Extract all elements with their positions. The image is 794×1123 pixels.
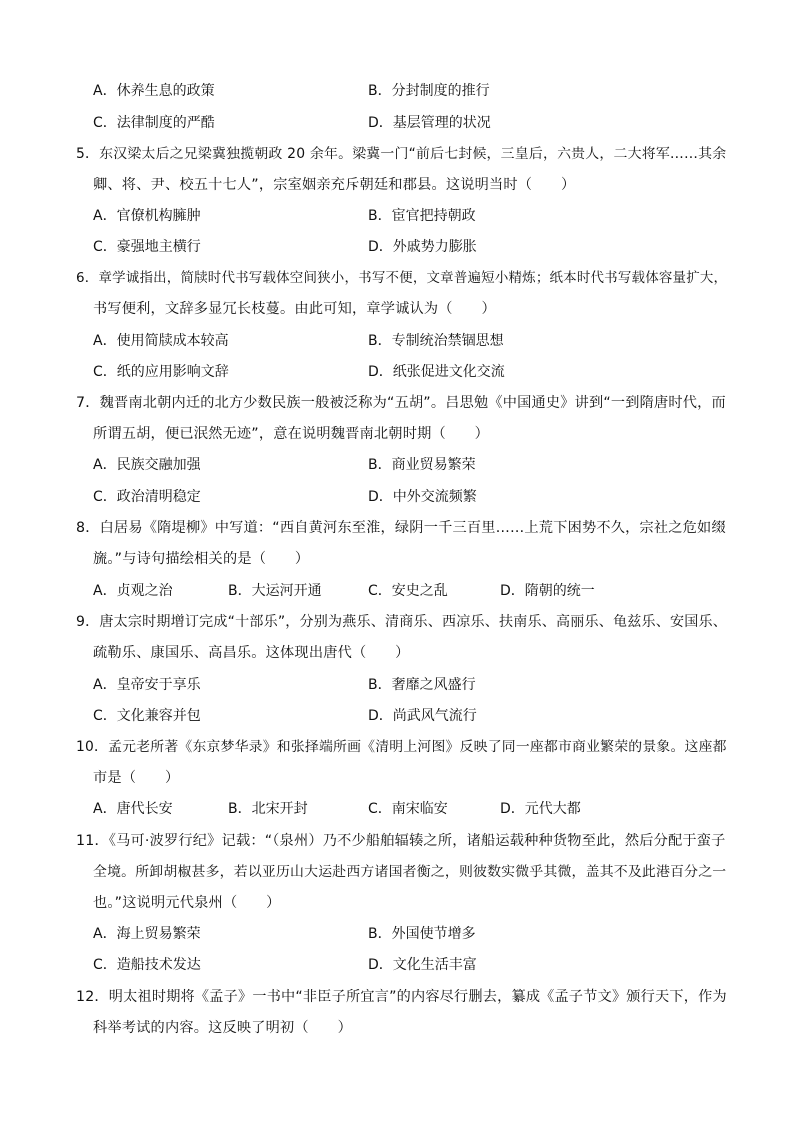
q5-option-d: D．外戚势力膨胀 — [368, 239, 477, 255]
q10-option-a: A．唐代长安 — [93, 801, 173, 817]
q6-option-d: D．纸张促进文化交流 — [368, 364, 505, 380]
q12-stem-line-2: 科举考试的内容。这反映了明初（ ） — [93, 1020, 352, 1036]
q5-option-b: B．宦官把持朝政 — [368, 208, 476, 224]
q5-stem-line-2: 卿、将、尹、校五十七人”，宗室姻亲充斥朝廷和郡县。这说明当时（ ） — [93, 177, 576, 193]
q5-stem-line-1: 5．东汉梁太后之兄梁冀独揽朝政 20 余年。梁冀一门“前后七封候，三皇后，六贵人，二大将军……其余 — [76, 146, 727, 162]
q7-stem-line-1: 7．魏晋南北朝内迁的北方少数民族一般被泛称为“五胡”。吕思勉《中国通史》讲到“一到隋唐时代，而 — [76, 395, 726, 411]
q11-option-b: B．外国使节增多 — [368, 926, 476, 942]
q9-option-a: A．皇帝安于享乐 — [93, 677, 201, 693]
q6-option-a: A．使用简牍成本较高 — [93, 333, 229, 349]
q10-option-c: C．南宋临安 — [368, 801, 448, 817]
q4-option-b: B．分封制度的推行 — [368, 83, 490, 99]
q9-option-b: B．奢靡之风盛行 — [368, 677, 476, 693]
q4-option-d: D．基层管理的状况 — [368, 115, 491, 131]
q11-option-d: D．文化生活丰富 — [368, 957, 477, 973]
q4-option-c: C．法律制度的严酷 — [93, 115, 215, 131]
q11-option-c: C．造船技术发达 — [93, 957, 201, 973]
q12-stem-line-1: 12．明太祖时期将《孟子》一书中“非臣子所宜言”的内容尽行删去，纂成《孟子节文》颁行天下，作为 — [76, 989, 727, 1005]
q8-option-d: D．隋朝的统一 — [500, 583, 595, 599]
q6-stem-line-1: 6．章学诚指出，简牍时代书写载体空间狭小，书写不便，文章普遍短小精炼；纸本时代书写载体容量扩大， — [76, 270, 728, 286]
q7-stem-line-2: 所谓五胡，便已泯然无迹”，意在说明魏晋南北朝时期（ ） — [93, 426, 490, 442]
q7-option-a: A．民族交融加强 — [93, 457, 201, 473]
q4-option-a: A．休养生息的政策 — [93, 83, 215, 99]
q10-stem-line-2: 市是（ ） — [93, 770, 180, 786]
q11-stem-line-2: 全境。所卸胡椒甚多，若以亚历山大运赴西方诸国者衡之，则彼数实微乎其微，盖其不及此港百分之一 — [93, 864, 727, 880]
q7-option-b: B．商业贸易繁荣 — [368, 457, 476, 473]
q5-option-c: C．豪强地主横行 — [93, 239, 201, 255]
q5-option-a: A．官僚机构臃肿 — [93, 208, 201, 224]
q7-option-d: D．中外交流频繁 — [368, 489, 477, 505]
q9-stem-line-2: 疏勒乐、康国乐、高昌乐。这体现出唐代（ ） — [93, 645, 410, 661]
q10-stem-line-1: 10．孟元老所著《东京梦华录》和张择端所画《清明上河图》反映了同一座都市商业繁荣的景象。这座都 — [76, 739, 727, 755]
q6-option-b: B．专制统治禁锢思想 — [368, 333, 504, 349]
q6-stem-line-2: 书写便利，文辞多显冗长枝蔓。由此可知，章学诚认为（ ） — [93, 301, 496, 317]
q8-option-a: A．贞观之治 — [93, 583, 173, 599]
q8-option-b: B．大运河开通 — [228, 583, 322, 599]
q11-stem-line-1: 11．《马可·波罗行纪》记载：“（泉州）乃不少船舶辐辏之所，诸船运载种种货物至此，然后分配于蛮子 — [76, 833, 726, 849]
q8-stem-line-1: 8．白居易《隋堤柳》中写道：“西自黄河东至淮，绿阴一千三百里……上荒下困势不久，宗社之危如缀 — [76, 520, 726, 536]
q9-option-d: D．尚武风气流行 — [368, 708, 477, 724]
q8-stem-line-2: 旒。”与诗句描绘相关的是（ ） — [93, 551, 310, 567]
q10-option-d: D．元代大都 — [500, 801, 581, 817]
q10-option-b: B．北宋开封 — [228, 801, 308, 817]
q11-stem-line-3: 也。”这说明元代泉州（ ） — [93, 895, 281, 911]
q11-option-a: A．海上贸易繁荣 — [93, 926, 201, 942]
q9-stem-line-1: 9．唐太宗时期增订完成“十部乐”，分别为燕乐、清商乐、西凉乐、扶南乐、高丽乐、龟兹乐、安国乐、 — [76, 614, 727, 630]
q7-option-c: C．政治清明稳定 — [93, 489, 201, 505]
q8-option-c: C．安史之乱 — [368, 583, 448, 599]
q6-option-c: C．纸的应用影响文辞 — [93, 364, 229, 380]
q9-option-c: C．文化兼容并包 — [93, 708, 201, 724]
